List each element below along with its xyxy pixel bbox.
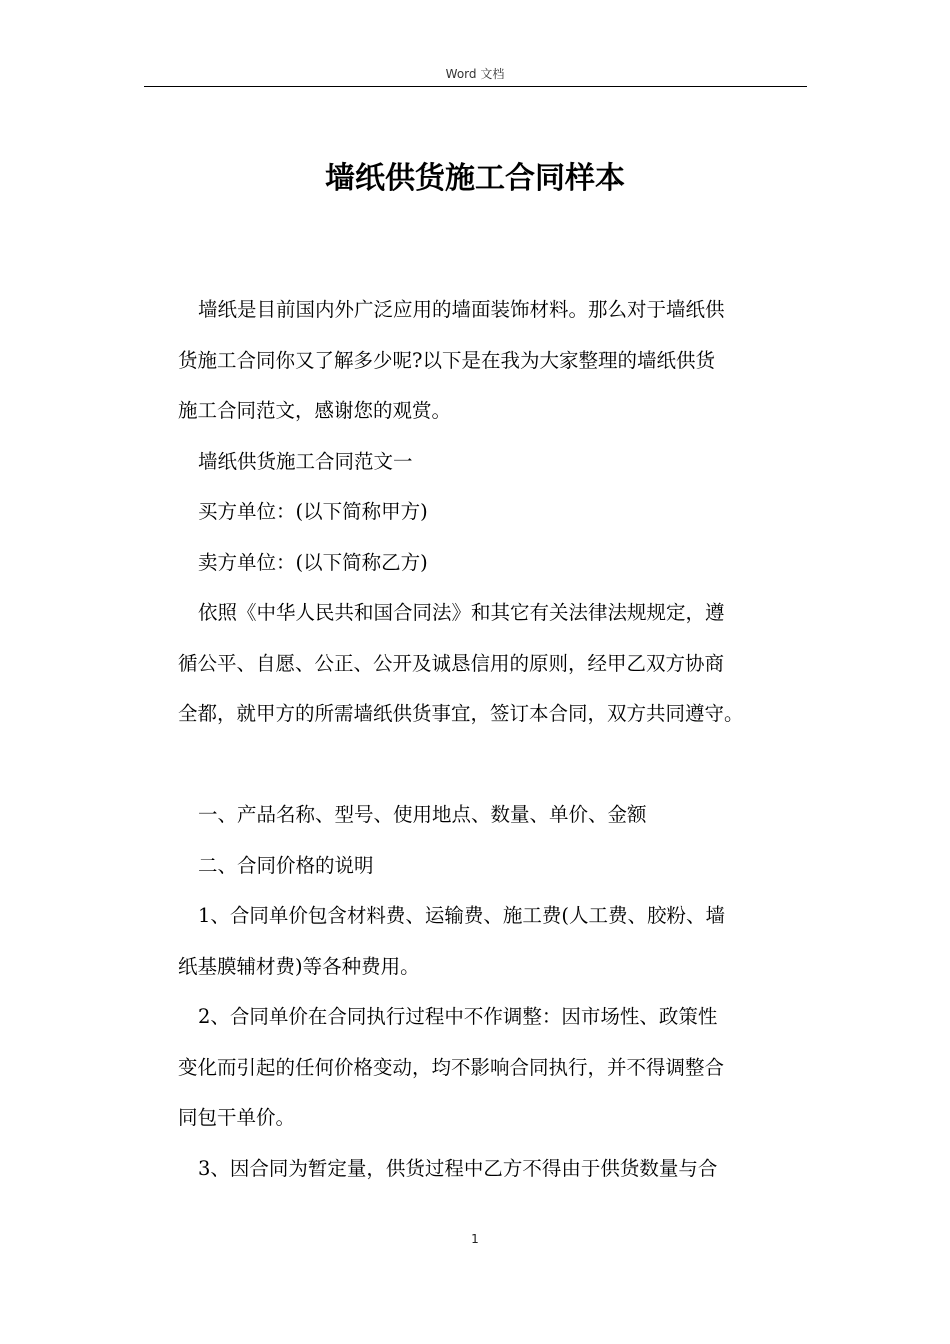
text-line: 全都，就甲方的所需墙纸供货事宜，签订本合同，双方共同遵守。 [178,702,744,725]
document-body [178,285,818,1194]
text-line: 施工合同范文，感谢您的观赏。 [178,399,452,422]
text-line: 卖方单位：(以下简称乙方) [198,550,428,574]
page-number: 1 [471,1232,479,1246]
text-line: 3、因合同为暂定量，供货过程中乙方不得由于供货数量与合 [198,1156,718,1180]
text-line: 买方单位：(以下简称甲方) [198,500,428,523]
blank-line [178,740,818,791]
text-line: 循公平、自愿、公正、公开及诚恳信用的原则，经甲乙双方协商 [178,651,725,675]
header-divider [144,86,807,87]
paragraph-section-one [178,790,818,841]
text-line: 货施工合同你又了解多少呢?以下是在我为大家整理的墙纸供货 [178,348,715,372]
paragraph-sample-heading [178,437,818,488]
text-line: 墙纸是目前国内外广泛应用的墙面装饰材料。那么对于墙纸供 [198,298,725,321]
text-line: 2、合同单价在合同执行过程中不作调整：因市场性、政策性 [198,1005,718,1028]
text-line: 墙纸供货施工合同范文一 [198,449,413,473]
text-line: 同包干单价。 [178,1106,296,1129]
text-line: 依照《中华人民共和国合同法》和其它有关法律法规规定，遵 [198,601,725,624]
text-line: 1、合同单价包含材料费、运输费、施工费(人工费、胶粉、墙 [198,904,726,927]
paragraph-clause-3 [178,1144,818,1195]
paragraph-intro [178,285,818,437]
document-title: 墙纸供货施工合同样本 [325,161,625,196]
paragraph-clause-2 [178,992,818,1144]
text-line: 变化而引起的任何价格变动，均不影响合同执行，并不得调整合 [178,1055,725,1079]
paragraph-seller [178,538,818,589]
text-line: 二、合同价格的说明 [198,853,374,877]
text-line: 一、产品名称、型号、使用地点、数量、单价、金额 [198,803,647,826]
text-line: 纸基膜辅材费)等各种费用。 [178,954,420,978]
paragraph-legal-basis [178,588,818,740]
paragraph-section-two [178,841,818,892]
paragraph-clause-1 [178,891,818,992]
page-header-label: Word 文档 [445,67,505,81]
paragraph-buyer [178,487,818,538]
